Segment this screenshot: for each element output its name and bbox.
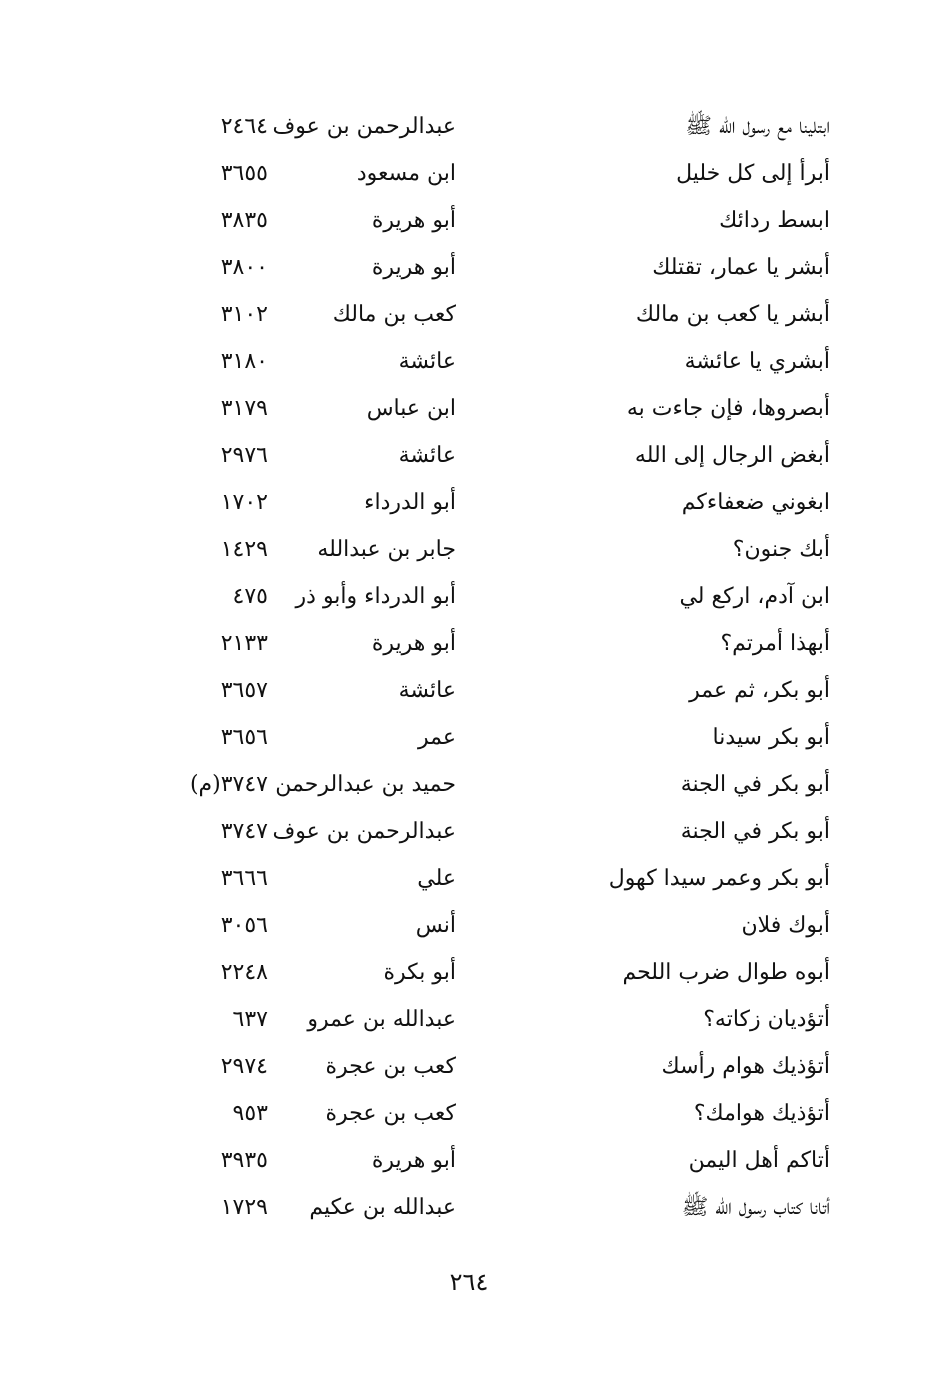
hadith-number: ٩٥٣ (232, 1101, 268, 1126)
hadith-phrase: أبشر يا كعب بن مالك (635, 302, 830, 327)
hadith-number: ٣٦٦٦ (220, 866, 268, 891)
narrator-name: عائشة (398, 349, 456, 374)
hadith-phrase: ابن آدم، اركع لي (679, 584, 830, 609)
narrator-name: عمر (418, 725, 456, 750)
hadith-phrase: أبو بكر، ثم عمر (689, 678, 830, 703)
hadith-number: ٣٠٥٦ (220, 913, 268, 938)
index-row (150, 291, 840, 338)
index-row (150, 714, 840, 761)
index-row (150, 1043, 840, 1090)
narrator-name: أبو الدرداء (364, 490, 456, 515)
index-row (150, 949, 840, 996)
index-row (150, 1137, 840, 1184)
hadith-number: ٢٩٧٤ (220, 1054, 268, 1079)
hadith-phrase: أبصروها، فإن جاءت به (626, 396, 830, 421)
hadith-number: ١٧٠٢ (220, 490, 268, 515)
hadith-phrase: أبو بكر في الجنة (680, 819, 830, 844)
index-row (150, 620, 840, 667)
hadith-index-table (150, 103, 840, 1231)
hadith-number: ٣١٨٠ (220, 349, 268, 374)
hadith-number: ٣١٧٩ (220, 396, 268, 421)
hadith-number: ٣٨٠٠ (220, 255, 268, 280)
narrator-name: كعب بن عجرة (325, 1101, 456, 1126)
hadith-phrase: أبوك فلان (741, 913, 830, 938)
hadith-number: ٢١٣٣ (220, 631, 268, 656)
narrator-name: أنس (415, 913, 456, 938)
hadith-number: ٢٢٤٨ (220, 960, 268, 985)
hadith-phrase: أبو بكر سيدنا (712, 725, 830, 750)
hadith-phrase: أبهذا أمرتم؟ (720, 631, 830, 656)
hadith-number: ٤٧٥ (232, 584, 268, 609)
hadith-phrase: أبك جنون؟ (732, 537, 830, 562)
index-row (150, 244, 840, 291)
narrator-name: أبو بكرة (383, 960, 456, 985)
hadith-number: ١٤٢٩ (220, 537, 268, 562)
hadith-phrase: ابتلينا مع رسول الله ﷺ (685, 114, 830, 139)
hadith-phrase: ابغوني ضعفاءكم (681, 490, 830, 515)
narrator-name: ابن عباس (366, 396, 456, 421)
hadith-number: ٣٧٤٧(م) (189, 772, 268, 797)
narrator-name: عائشة (398, 678, 456, 703)
hadith-phrase: أتؤديان زكاته؟ (703, 1007, 830, 1032)
narrator-name: حميد بن عبدالرحمن (275, 772, 456, 797)
hadith-phrase: أتاكم أهل اليمن (688, 1148, 830, 1173)
index-row (150, 855, 840, 902)
index-row (150, 573, 840, 620)
hadith-number: ٣٦٥٧ (220, 678, 268, 703)
narrator-name: عبدالله بن عكيم (309, 1195, 456, 1220)
hadith-phrase: أتؤذيك هوام رأسك (661, 1054, 830, 1079)
index-row (150, 197, 840, 244)
hadith-number: ٣٦٥٦ (220, 725, 268, 750)
index-row (150, 996, 840, 1043)
index-row (150, 385, 840, 432)
hadith-phrase: أبو بكر في الجنة (680, 772, 830, 797)
index-row (150, 432, 840, 479)
narrator-name: عبدالرحمن بن عوف (272, 114, 456, 139)
index-row (150, 150, 840, 197)
index-row (150, 479, 840, 526)
hadith-phrase: أبوه طوال ضرب اللحم (622, 960, 830, 985)
hadith-phrase: أبشري يا عائشة (684, 349, 830, 374)
index-row (150, 902, 840, 949)
page-number: ٢٦٤ (449, 1268, 489, 1296)
hadith-phrase: أبشر يا عمار، تقتلك (652, 255, 830, 280)
index-row (150, 1090, 840, 1137)
narrator-name: أبو هريرة (371, 208, 456, 233)
narrator-name: عبدالله بن عمرو (307, 1007, 456, 1032)
narrator-name: أبو هريرة (371, 1148, 456, 1173)
hadith-phrase: أتؤذيك هوامك؟ (693, 1101, 830, 1126)
hadith-number: ٣٧٤٧ (220, 819, 268, 844)
hadith-number: ٣١٠٢ (220, 302, 268, 327)
narrator-name: علي (417, 866, 456, 891)
index-row (150, 761, 840, 808)
hadith-number: ٢٩٧٦ (220, 443, 268, 468)
narrator-name: أبو الدرداء وأبو ذر (295, 584, 456, 609)
index-row (150, 808, 840, 855)
hadith-phrase: أبرأ إلى كل خليل (676, 161, 830, 186)
hadith-number: ٣٦٥٥ (220, 161, 268, 186)
narrator-name: كعب بن عجرة (325, 1054, 456, 1079)
index-row (150, 1184, 840, 1231)
hadith-phrase: أبغض الرجال إلى الله (634, 443, 830, 468)
narrator-name: كعب بن مالك (332, 302, 456, 327)
index-row (150, 103, 840, 150)
hadith-phrase: ابسط ردائك (719, 208, 830, 233)
narrator-name: ابن مسعود (356, 161, 456, 186)
hadith-number: ٢٤٦٤ (220, 114, 268, 139)
hadith-phrase: أتانا كتاب رسول الله ﷺ (681, 1195, 830, 1220)
narrator-name: جابر بن عبدالله (317, 537, 456, 562)
index-row (150, 667, 840, 714)
narrator-name: عائشة (398, 443, 456, 468)
hadith-number: ١٧٢٩ (220, 1195, 268, 1220)
narrator-name: أبو هريرة (371, 631, 456, 656)
narrator-name: عبدالرحمن بن عوف (272, 819, 456, 844)
hadith-number: ٣٩٣٥ (220, 1148, 268, 1173)
hadith-phrase: أبو بكر وعمر سيدا كهول (608, 866, 830, 891)
hadith-number: ٣٨٣٥ (220, 208, 268, 233)
index-row (150, 338, 840, 385)
index-row (150, 526, 840, 573)
narrator-name: أبو هريرة (371, 255, 456, 280)
hadith-number: ٦٣٧ (232, 1007, 268, 1032)
